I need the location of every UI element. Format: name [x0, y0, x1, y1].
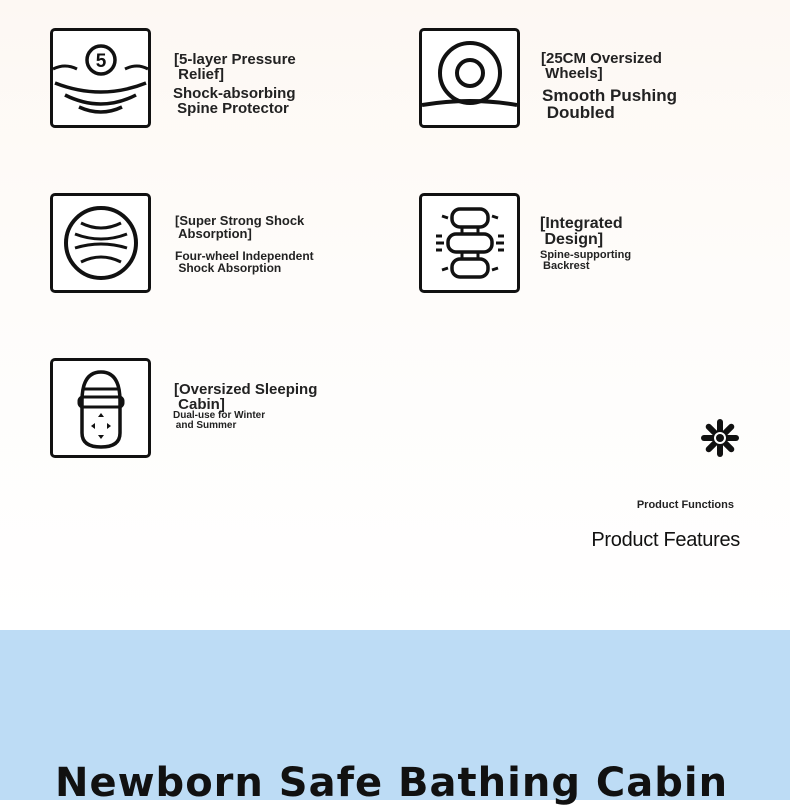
feature-subtitle: Dual-use for Winter and Summer: [173, 410, 266, 431]
shock-ball-icon: [50, 193, 151, 293]
feature-title: [5-layer Pressure Relief]: [174, 51, 296, 83]
feature-title: [Integrated Design]: [540, 215, 623, 248]
section-title: Product Features: [591, 529, 740, 551]
pressure-badge: 5: [95, 51, 107, 72]
feature-subtitle: Four-wheel Independent Shock Absorption: [175, 249, 314, 275]
feature-subtitle: Smooth Pushing Doubled: [542, 86, 678, 122]
sleeping-cabin-icon: [50, 358, 151, 458]
asterisk-flower-icon: [700, 418, 740, 458]
wheel-icon: [419, 28, 520, 128]
feature-subtitle: Shock-absorbing Spine Protector: [173, 85, 296, 117]
feature-title: [Super Strong Shock Absorption]: [175, 213, 305, 241]
spine-icon: [419, 193, 520, 293]
pressure-layers-icon: [50, 28, 151, 128]
section-label: Product Functions: [636, 499, 734, 511]
bathing-title: Newborn Safe Bathing Cabin: [55, 760, 729, 806]
feature-title: [25CM Oversized Wheels]: [541, 50, 662, 82]
feature-title: [Oversized Sleeping Cabin]: [174, 381, 318, 413]
feature-subtitle: Spine-supporting Backrest: [540, 249, 632, 272]
